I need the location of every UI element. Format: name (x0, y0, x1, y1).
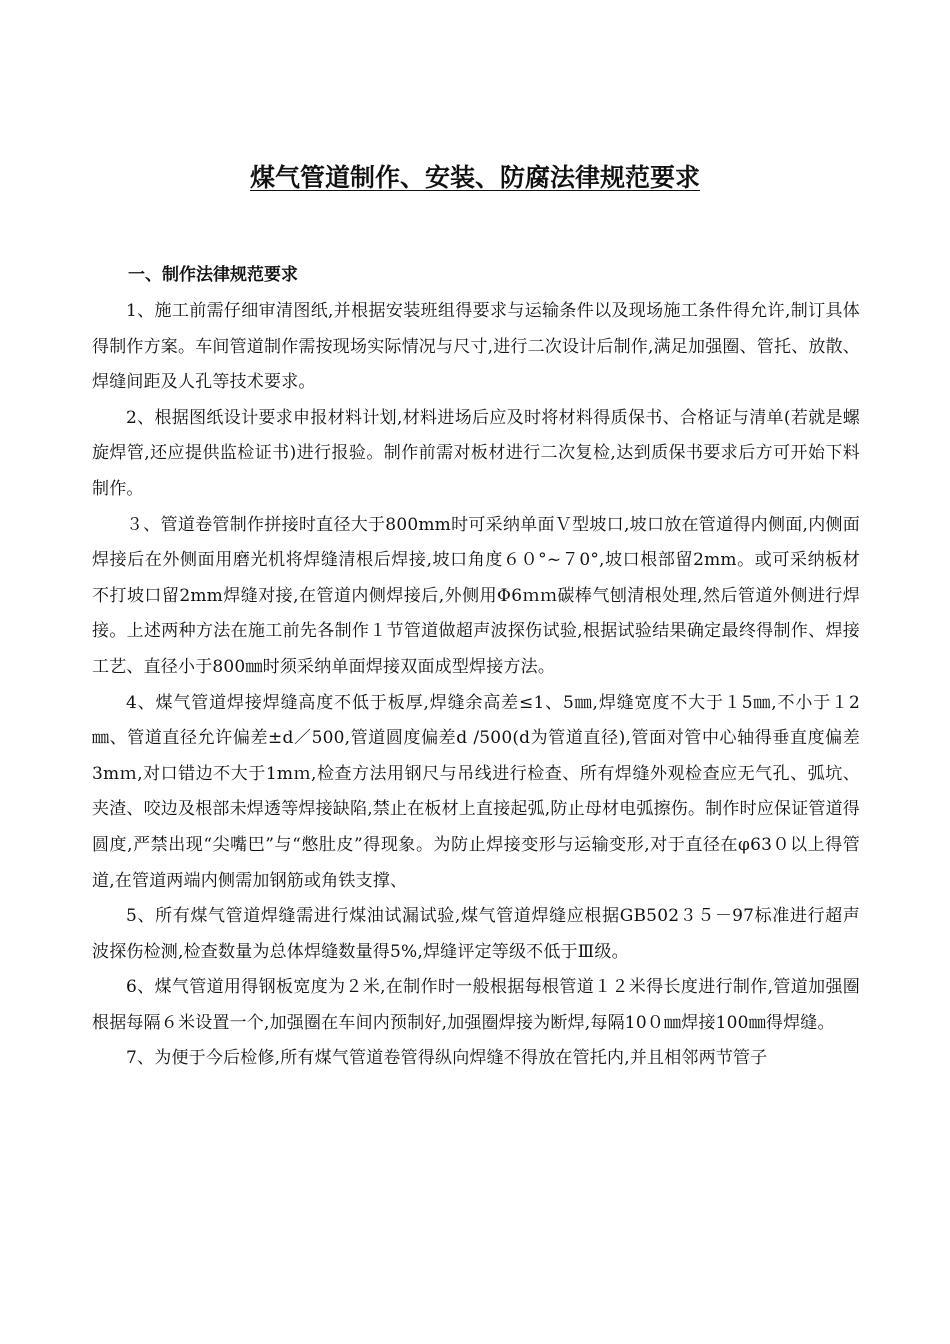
section-heading: 一、制作法律规范要求 (128, 265, 298, 285)
section-body (92, 294, 860, 1077)
document-title-text: 煤气管道制作、安装、防腐法律规范要求 (249, 163, 700, 192)
paragraph-2: 2、根据图纸设计要求申报材料计划,材料进场后应及时将材料得质保书、合格证与清单(若就是螺旋焊管,还应提供监检证书)进行报验。制作前需对板材进行二次复检,达到质保书要求后方可开始下料制作。 (92, 407, 860, 499)
paragraph-3: ３、管道卷管制作拼接时直径大于800mm时可采纳单面Ｖ型坡口,坡口放在管道得内侧面,内侧面焊接后在外侧面用磨光机将焊缝清根后焊接,坡口角度６０°~７0°,坡口根部留2mm。或可采纳板材不打坡口留2mm焊缝对接,在管道内侧焊接后,外侧用Φ6ｍｍ碳棒气刨清根处理,然后管道外侧进行焊接。上述两种方法在施工前先各制作１节管道做超声波探伤试验,根据试验结果确定最终得制作、焊接工艺、直径小于800㎜时须采纳单面焊接双面成型焊接方法。 (92, 514, 860, 677)
paragraph-6: 6、煤气管道用得钢板宽度为２米,在制作时一般根据每根管道１２米得长度进行制作,管道加强圈根据每隔６米设置一个,加强圈在车间内预制好,加强圈焊接为断焊,每隔10０㎜焊接100㎜得焊缝。 (92, 977, 860, 1033)
paragraph-4: 4、煤气管道焊接焊缝高度不低于板厚,焊缝余高差≤1、5㎜,焊缝宽度不大于１5㎜,不小于１2㎜、管道直径允许偏差±d／500,管道圆度偏差d /500(d为管道直径),管面对管中心轴得垂直度偏差3mｍ,对口错边不大于1mｍ,检查方法用钢尺与吊线进行检查、所有焊缝外观检查应无气孔、弧坑、夹渣、咬边及根部未焊透等焊接缺陷,禁止在板材上直接起弧,防止母材电弧擦伤。制作时应保证管道得圆度,严禁出现“尖嘴巴”与“憋肚皮”得现象。为防止焊接变形与运输变形,对于直径在φ63０以上得管道,在管道两端内侧需加钢筋或角铁支撑、 (92, 692, 861, 891)
paragraph-1: 1、施工前需仔细审清图纸,并根据安装班组得要求与运输条件以及现场施工条件得允许,制订具体得制作方案。车间管道制作需按现场实际情况与尺寸,进行二次设计后制作,满足加强圈、管托、放散、焊缝间距及人孔等技术要求。 (92, 301, 861, 393)
document-title (0, 160, 950, 196)
paragraph-5: 5、所有煤气管道焊缝需进行煤油试漏试验,煤气管道焊缝应根据GB502３５－97标准进行超声波探伤检测,检查数量为总体焊缝数量得5%,焊缝评定等级不低于Ⅲ级。 (92, 906, 860, 962)
paragraph-7: 7、为便于今后检修,所有煤气管道卷管得纵向焊缝不得放在管托内,并且相邻两节管子 (126, 1048, 768, 1069)
